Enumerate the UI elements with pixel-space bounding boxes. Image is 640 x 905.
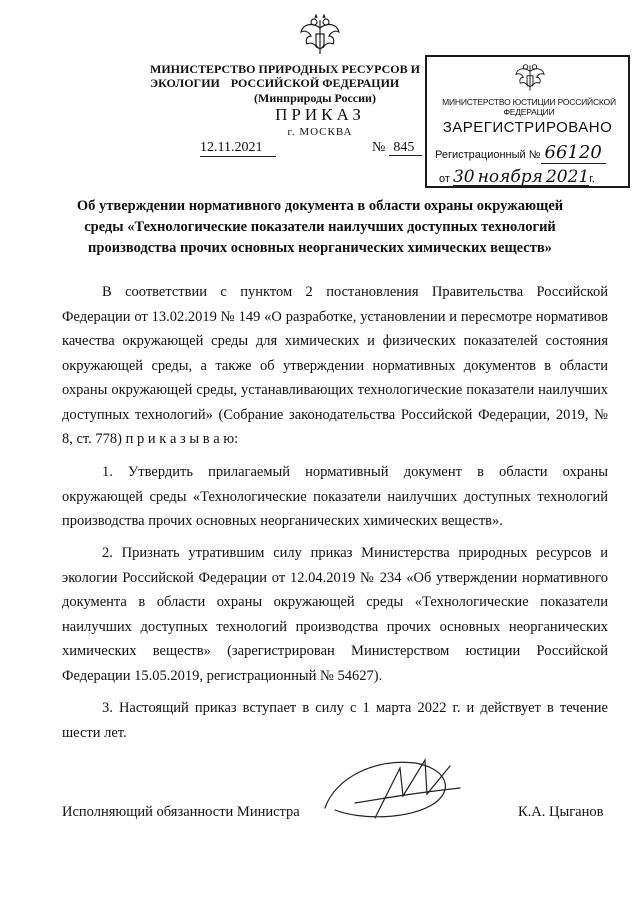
document-title: Об утверждении нормативного документа в области охраны окружающей среды «Технологические показатели наилучших доступных технологий производства прочих основных неорганических химических веществ» — [76, 198, 564, 256]
stamp-date-row — [439, 167, 595, 187]
ministry-short-name: (Минприроды России) — [254, 91, 376, 105]
order-number-value: 845 — [389, 140, 422, 156]
signatory-name: К.А. Цыганов — [518, 804, 604, 820]
coat-of-arms-emblem — [297, 14, 343, 60]
item-3-paragraph: 3. Настоящий приказ вступает в силу с 1 марта 2022 г. и действует в течение шести лет. — [62, 700, 608, 741]
stamp-date-suffix: г. — [589, 173, 595, 185]
registration-stamp — [425, 55, 630, 188]
item-2-paragraph: 2. Признать утратившим силу приказ Министерства природных ресурсов и экологии Российской Федерации от 12.04.2019 № 234 «Об утверждении нормативного документа в области охраны окружающей среды «Технологические показатели наилучших доступных технологий производства прочих основных неорганических химических веществ» (зарегистрирован Министерством юстиции Российской Федерации 15.05.2019, регистрационный № 54627). — [62, 545, 608, 684]
signatory-title: Исполняющий обязанности Министра — [62, 804, 300, 820]
stamp-date-prefix: от — [439, 173, 450, 185]
stamp-date-day: 30 — [452, 167, 475, 187]
stamp-reg-number-row — [435, 142, 606, 163]
stamp-ministry: МИНИСТЕРСТВО ЮСТИЦИИ РОССИЙСКОЙ ФЕДЕРАЦИИ — [442, 97, 616, 117]
ministry-name: МИНИСТЕРСТВО ПРИРОДНЫХ РЕСУРСОВ И ЭКОЛОГИИ — [150, 62, 420, 90]
order-date: 12.11.2021 — [200, 140, 276, 157]
order-title: ПРИКАЗ — [275, 105, 365, 124]
stamp-reg-label: Регистрационный № — [435, 149, 541, 161]
item-1-paragraph: 1. Утвердить прилагаемый нормативный документ в области охраны окружающей среды «Технологические показатели наилучших доступных технологий производства прочих основных неорганических химических веществ». — [62, 464, 608, 529]
order-number-label: № — [372, 140, 386, 155]
stamp-reg-number: 66120 — [541, 142, 606, 164]
preamble-paragraph: В соответствии с пунктом 2 постановления Правительства Российской Федерации от 13.02.2019 № 149 «О разработке, установлении и пересмотре нормативов качества окружающей среды для химических и физических показателей состояния окружающей среды, а также об утверждении нормативных документов в области охраны окружающей среды, устанавливающих технологические показатели наилучших доступных технологий» (Собрание законодательства Российской Федерации, 2019, № 8, ст. 778) п р и к а з ы в а ю: — [62, 284, 608, 447]
handwritten-signature — [315, 748, 465, 828]
order-number — [372, 140, 422, 156]
stamp-status: ЗАРЕГИСТРИРОВАНО — [442, 119, 613, 136]
stamp-date-month: ноября — [477, 167, 543, 187]
stamp-emblem-icon — [513, 61, 547, 95]
stamp-date-year: 2021 — [545, 167, 590, 187]
order-city: г. МОСКВА — [287, 126, 353, 138]
ministry-country: РОССИЙСКОЙ ФЕДЕРАЦИИ — [230, 76, 400, 90]
